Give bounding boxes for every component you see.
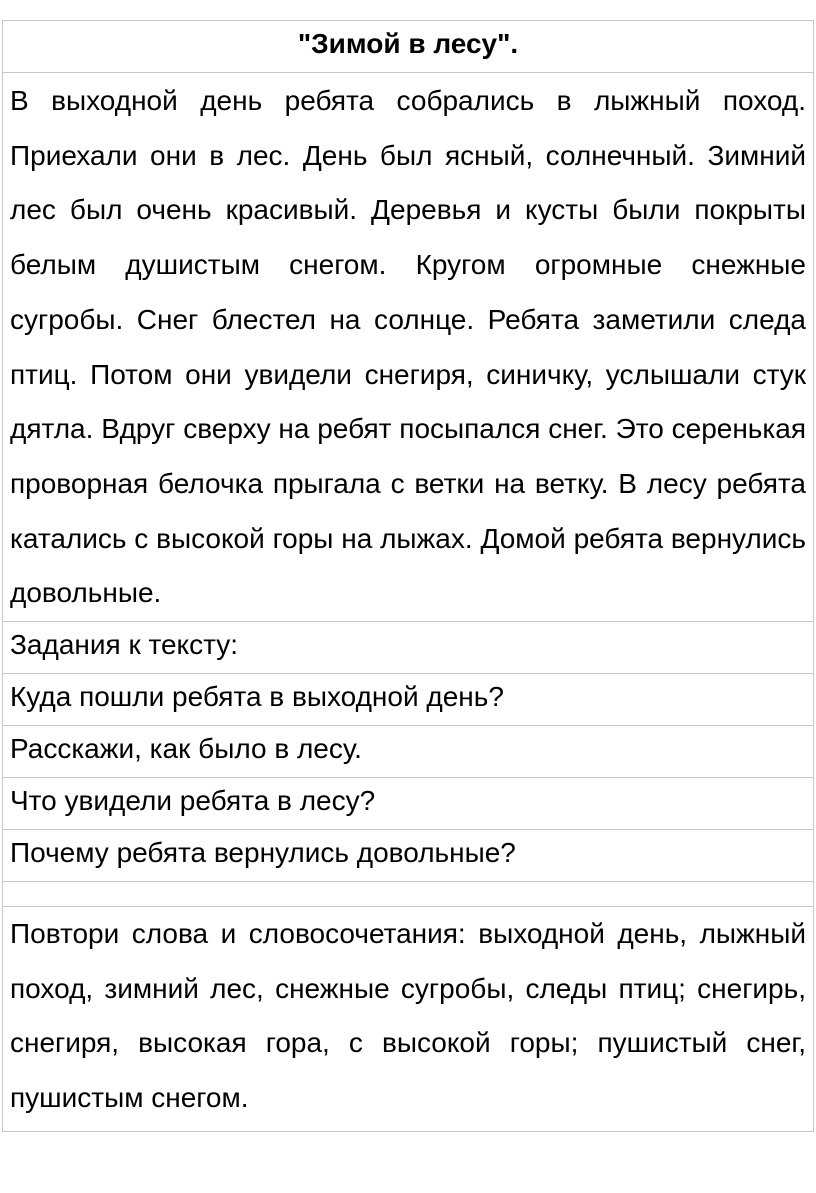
vocabulary-text: Повтори слова и словосочетания: выходной день, лыжный поход, зимний лес, снежные сугробы, следы птиц; снегирь, снегиря, высокая гора, с высокой горы; пушистый снег, пушистым снегом. <box>3 907 814 1132</box>
question-row <box>3 778 814 830</box>
vocabulary-row <box>3 907 814 1132</box>
empty-cell <box>3 882 814 907</box>
story-paragraph: В выходной день ребята собрались в лыжный поход. Приехали они в лес. День был ясный, солнечный. Зимний лес был очень красивый. Деревья и кусты были покрыты белым душистым снегом. Кругом огромные снежные сугробы. Снег блестел на солнце. Ребята заметили следа птиц. Потом они увидели снегиря, синичку, услышали стук дятла. Вдруг сверху на ребят посыпался снег. Это серенькая проворная белочка прыгала с ветки на ветку. В лесу ребята катались с высокой горы на лыжах. Домой ребята вернулись довольные. <box>3 73 814 622</box>
question-2: Расскажи, как было в лесу. <box>3 726 814 778</box>
question-3: Что увидели ребята в лесу? <box>3 778 814 830</box>
question-4: Почему ребята вернулись довольные? <box>3 830 814 882</box>
question-row <box>3 674 814 726</box>
empty-row <box>3 882 814 907</box>
tasks-heading-row <box>3 622 814 674</box>
question-1: Куда пошли ребята в выходной день? <box>3 674 814 726</box>
title-row <box>3 21 814 73</box>
story-title: "Зимой в лесу". <box>3 21 814 73</box>
paragraph-row <box>3 73 814 622</box>
question-row <box>3 726 814 778</box>
story-table <box>2 20 814 1132</box>
tasks-heading: Задания к тексту: <box>3 622 814 674</box>
question-row <box>3 830 814 882</box>
